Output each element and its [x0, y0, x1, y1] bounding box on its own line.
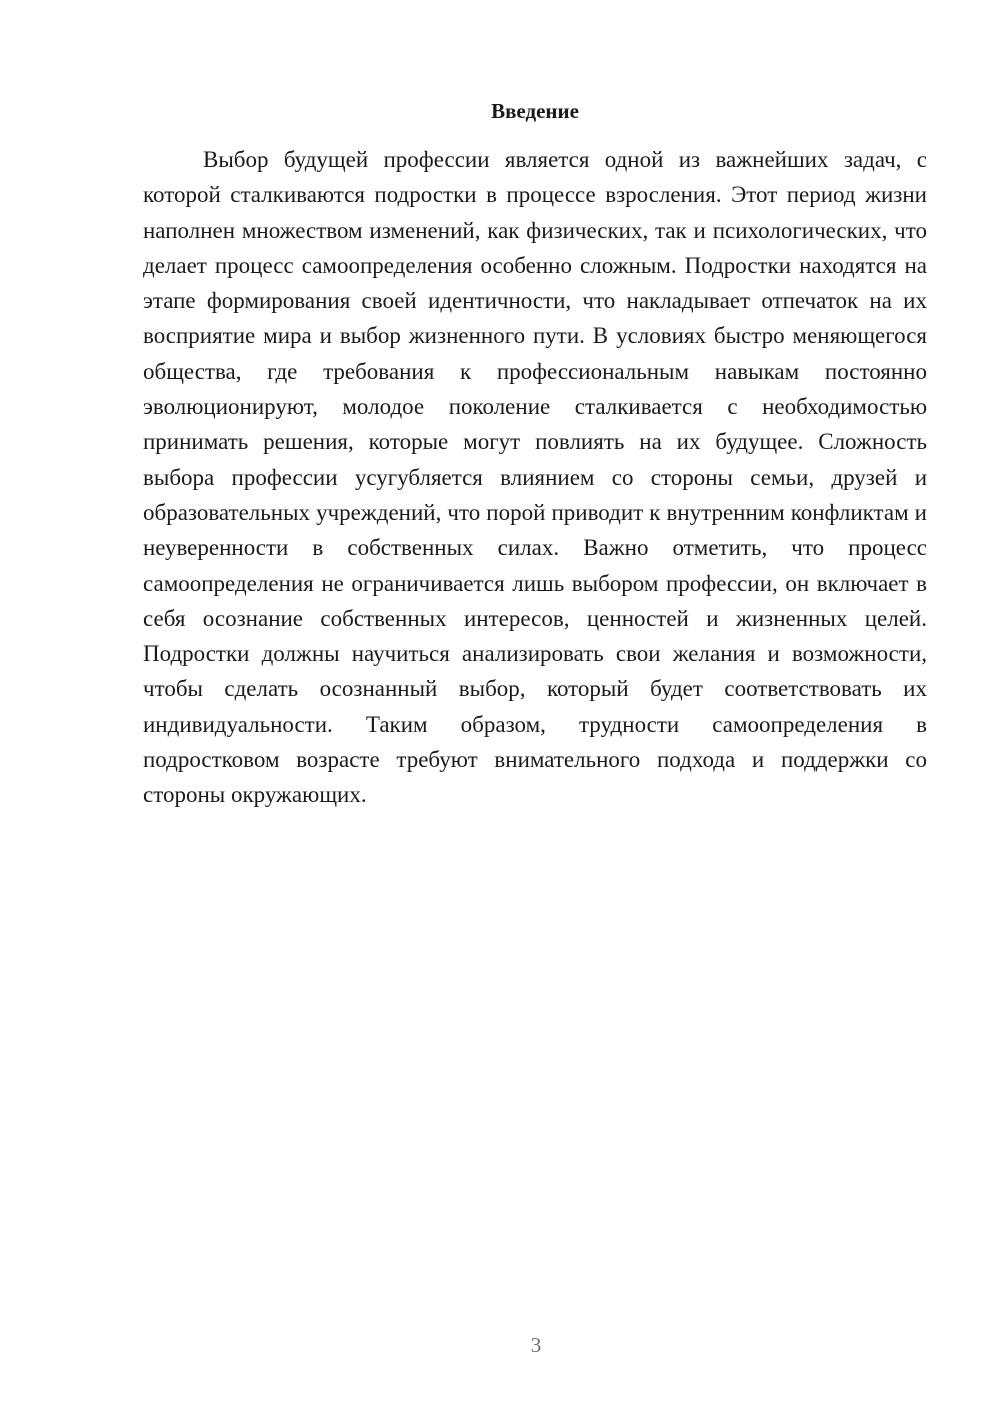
body-paragraph: Выбор будущей профессии является одной из важнейших задач, с которой сталкиваются подростки в процессе взросления. Этот период жизни наполнен множеством изменений, как физических, так и психологических, что делает процесс самоопределения особенно сложным. Подростки находятся на этапе формирования своей идентичности, что накладывает отпечаток на их восприятие мира и выбор жизненного пути. В условиях быстро меняющегося общества, где требования к профессиональным навыкам постоянно эволюционируют, молодое поколение сталкивается с необходимостью принимать решения, которые могут повлиять на их будущее. Сложность выбора профессии усугубляется влиянием со стороны семьи, друзей и образовательных учреждений, что порой приводит к внутренним конфликтам и неуверенности в собственных силах. Важно отметить, что процесс самоопределения не ограничивается лишь выбором профессии, он включает в себя осознание собственных интересов, ценностей и жизненных целей. Подростки должны научиться анализировать свои желания и возможности, чтобы сделать осознанный выбор, который будет соответствовать их индивидуальности. Таким образом, трудности самоопределения в подростковом возрасте требуют внимательного подхода и поддержки со стороны окружающих. — [143, 147, 927, 808]
section-heading: Введение — [491, 99, 579, 123]
page-number: 3 — [530, 1333, 542, 1357]
